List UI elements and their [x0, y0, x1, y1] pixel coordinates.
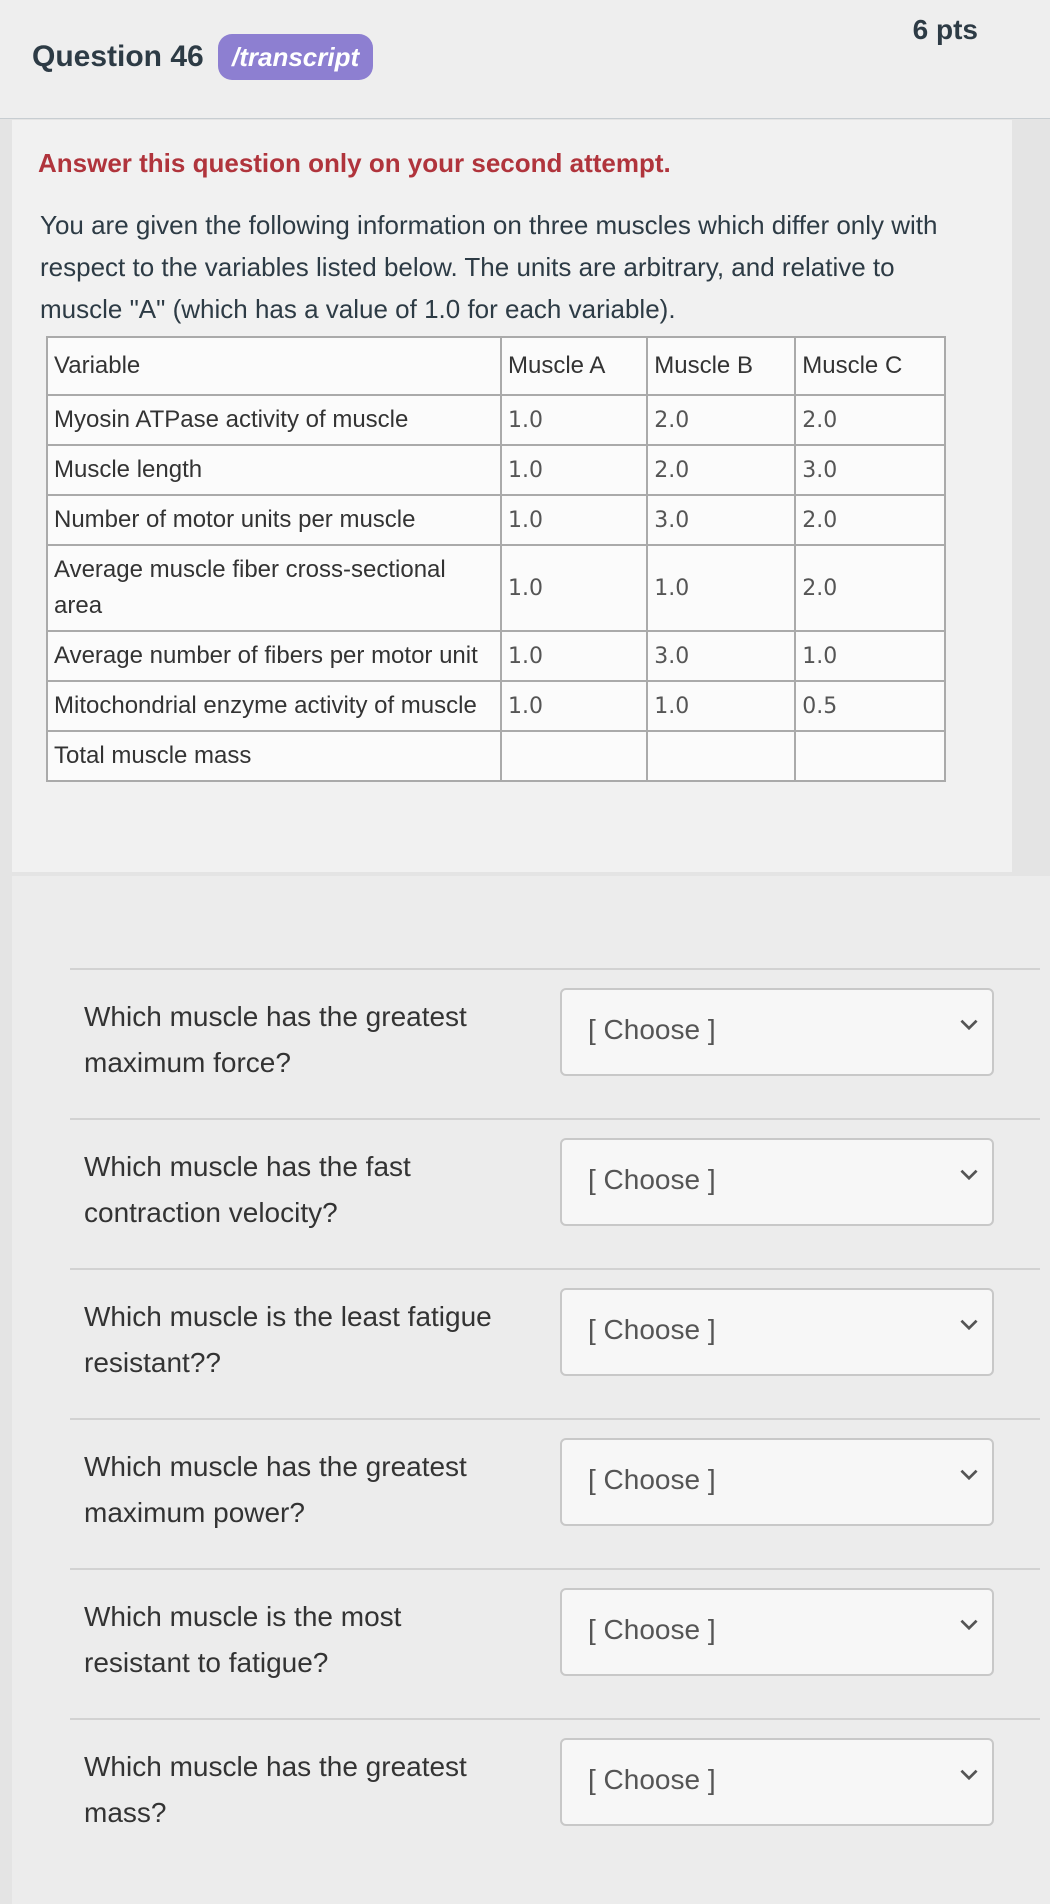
table-row: [47, 495, 945, 545]
variable-cell: Myosin ATPase activity of muscle: [47, 395, 501, 445]
answer-dropdown[interactable]: [560, 1138, 994, 1226]
chevron-down-icon: [956, 1312, 982, 1338]
value-cell: 0.5: [795, 681, 945, 731]
chevron-down-icon: [956, 1762, 982, 1788]
variable-cell: Average muscle fiber cross-sectional area: [47, 545, 501, 631]
chevron-down-icon: [956, 1462, 982, 1488]
value-cell: 1.0: [647, 545, 795, 631]
value-cell: 3.0: [647, 631, 795, 681]
match-prompt: Which muscle has the greatest mass?: [84, 1751, 467, 1828]
value-cell: 1.0: [795, 631, 945, 681]
question-intro: You are given the following information on three muscles which differ only with respect to the variables listed below. The units are arbitrary, and relative to muscle "A" (which has a value of 1.0 for each variable).: [40, 210, 938, 324]
value-cell: 2.0: [647, 395, 795, 445]
value-cell: 3.0: [647, 495, 795, 545]
chevron-down-icon: [956, 1612, 982, 1638]
match-prompt: Which muscle has the fast contraction velocity?: [84, 1151, 411, 1228]
answer-dropdown[interactable]: [560, 1288, 994, 1376]
table-row: [47, 395, 945, 445]
variable-cell: Total muscle mass: [47, 731, 501, 781]
match-prompt: Which muscle is the most resistant to fatigue?: [84, 1601, 402, 1678]
match-row: [70, 1568, 1040, 1720]
table-row: [47, 445, 945, 495]
value-cell: [647, 731, 795, 781]
match-prompt: Which muscle is the least fatigue resistant??: [84, 1301, 492, 1378]
table-row: [47, 681, 945, 731]
match-row: [70, 1418, 1040, 1570]
transcript-badge[interactable]: /transcript: [218, 34, 373, 80]
value-cell: 3.0: [795, 445, 945, 495]
match-row: [70, 968, 1040, 1120]
answer-dropdown[interactable]: [560, 1588, 994, 1676]
dropdown-value: [ Choose ]: [588, 1614, 716, 1645]
match-row: [70, 1718, 1040, 1870]
value-cell: 1.0: [501, 395, 647, 445]
value-cell: [795, 731, 945, 781]
value-cell: 2.0: [647, 445, 795, 495]
dropdown-value: [ Choose ]: [588, 1764, 716, 1795]
dropdown-value: [ Choose ]: [588, 1164, 716, 1195]
variable-cell: Number of motor units per muscle: [47, 495, 501, 545]
question-header: [0, 0, 1050, 119]
question-title: Question 46: [32, 40, 204, 73]
match-row: [70, 1268, 1040, 1420]
value-cell: [501, 731, 647, 781]
variable-cell: Mitochondrial enzyme activity of muscle: [47, 681, 501, 731]
table-header-row: [47, 337, 945, 395]
value-cell: 1.0: [501, 445, 647, 495]
table-header: Muscle C: [795, 337, 945, 395]
answer-dropdown[interactable]: [560, 988, 994, 1076]
dropdown-value: [ Choose ]: [588, 1314, 716, 1345]
table-row: [47, 545, 945, 631]
variable-cell: Muscle length: [47, 445, 501, 495]
table-row: [47, 731, 945, 781]
table-row: [47, 631, 945, 681]
match-prompt: Which muscle has the greatest maximum power?: [84, 1451, 467, 1528]
variable-cell: Average number of fibers per motor unit: [47, 631, 501, 681]
table-header: Muscle A: [501, 337, 647, 395]
attempt-warning: Answer this question only on your second attempt.: [38, 148, 671, 178]
points-label: 6 pts: [912, 14, 978, 45]
match-prompt: Which muscle has the greatest maximum force?: [84, 1001, 467, 1078]
table-header: Variable: [47, 337, 501, 395]
chevron-down-icon: [956, 1162, 982, 1188]
match-row: [70, 1118, 1040, 1270]
value-cell: 2.0: [795, 495, 945, 545]
muscle-table: [46, 336, 946, 782]
value-cell: 1.0: [501, 681, 647, 731]
table-header: Muscle B: [647, 337, 795, 395]
matching-section: [12, 876, 1050, 1904]
value-cell: 1.0: [501, 495, 647, 545]
chevron-down-icon: [956, 1012, 982, 1038]
value-cell: 1.0: [501, 631, 647, 681]
dropdown-value: [ Choose ]: [588, 1464, 716, 1495]
value-cell: 2.0: [795, 395, 945, 445]
value-cell: 2.0: [795, 545, 945, 631]
value-cell: 1.0: [647, 681, 795, 731]
answer-dropdown[interactable]: [560, 1438, 994, 1526]
value-cell: 1.0: [501, 545, 647, 631]
answer-dropdown[interactable]: [560, 1738, 994, 1826]
dropdown-value: [ Choose ]: [588, 1014, 716, 1045]
